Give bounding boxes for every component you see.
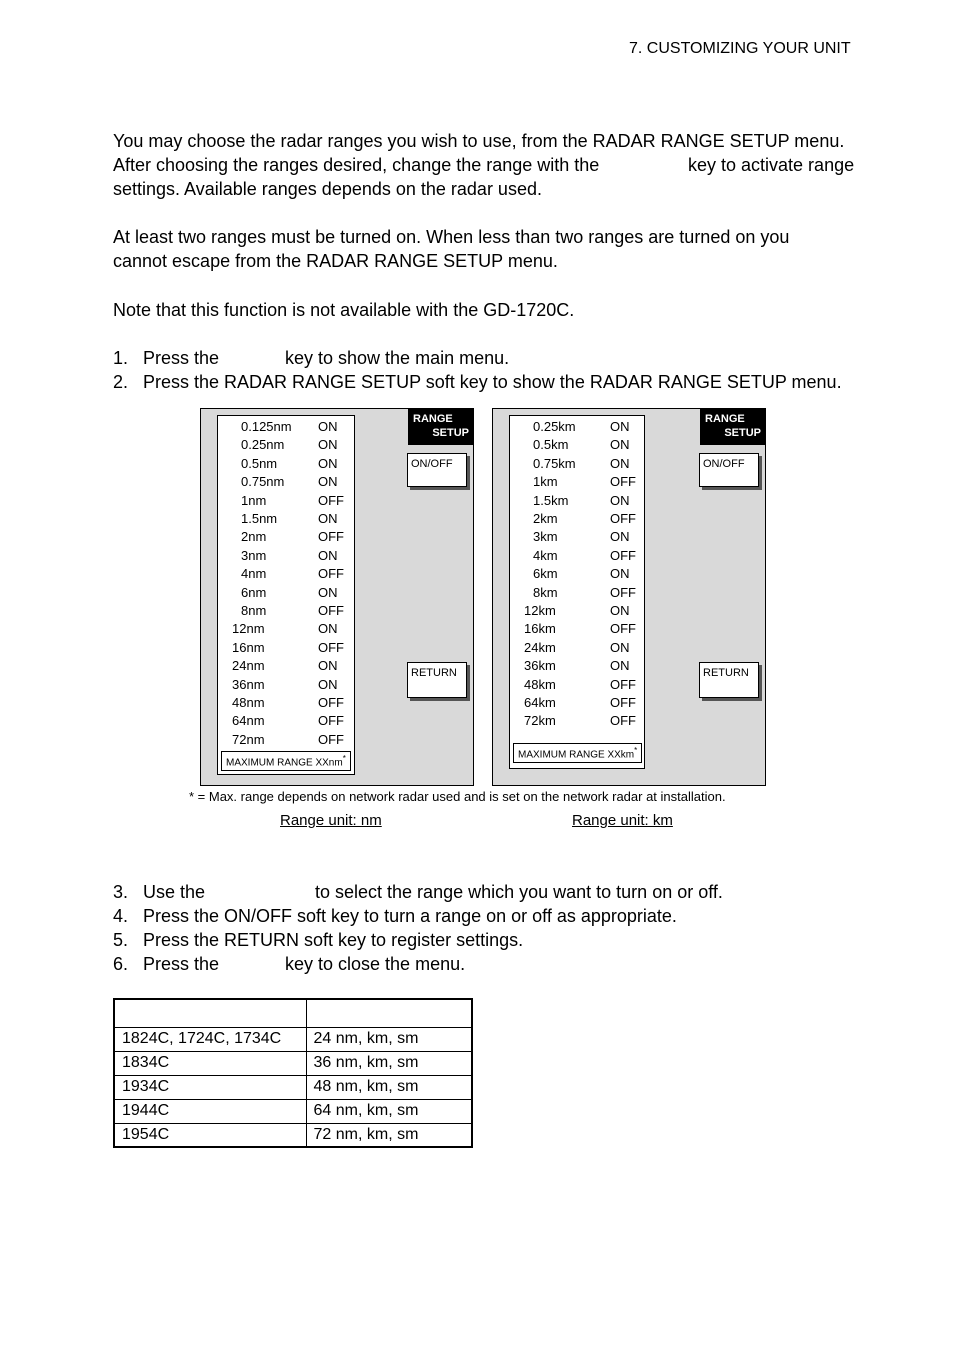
range-state: ON — [610, 419, 630, 434]
on-off-soft-key[interactable]: ON/OFF — [407, 453, 467, 487]
step-item — [113, 952, 873, 976]
table-cell: 72 nm, km, sm — [306, 1123, 472, 1147]
radar-range-setup-screen-nm — [200, 408, 474, 786]
step-item — [113, 928, 873, 952]
range-value: 48nm — [232, 695, 265, 710]
range-state: ON — [318, 621, 338, 637]
steps-list — [113, 880, 873, 976]
table-cell: 1944C — [114, 1099, 306, 1123]
range-state: OFF — [610, 621, 636, 637]
range-state: OFF — [318, 492, 344, 508]
table-cell: 1934C — [114, 1075, 306, 1099]
intro-line-part: After choosing the ranges desired, change the range with the — [113, 155, 600, 175]
range-value: 6nm — [241, 584, 267, 600]
step-item — [113, 880, 873, 904]
table-cell: 1954C — [114, 1123, 306, 1147]
range-list-item[interactable] — [510, 566, 644, 584]
intro-paragraph-1 — [113, 129, 893, 201]
step-item — [113, 370, 873, 394]
radar-range-setup-screen-km — [492, 408, 766, 786]
table-cell: 48 nm, km, sm — [306, 1075, 472, 1099]
range-list-item[interactable] — [218, 713, 354, 731]
range-value: 64km — [524, 695, 556, 710]
range-list-item[interactable] — [218, 474, 354, 492]
range-value: 36nm — [232, 676, 265, 692]
range-list-item[interactable] — [510, 419, 644, 437]
range-list-item[interactable] — [510, 437, 644, 455]
range-state: ON — [318, 455, 338, 471]
range-value: 0.75km — [533, 455, 576, 471]
steps-list — [113, 346, 873, 394]
range-list-item[interactable] — [218, 548, 354, 566]
table-row — [114, 1027, 472, 1051]
step-text: Press the RADAR RANGE SETUP soft key to show the RADAR RANGE SETUP menu. — [143, 372, 842, 392]
title-line: RANGE — [413, 413, 453, 425]
range-list-item[interactable] — [510, 493, 644, 511]
range-list-item[interactable] — [218, 566, 354, 584]
step-number: 3. — [113, 882, 129, 902]
range-value: 0.25nm — [241, 437, 285, 453]
range-list-item[interactable] — [510, 456, 644, 474]
footnote: * = Max. range depends on network radar used and is set on the network radar at installation. — [189, 789, 726, 804]
range-list-item[interactable] — [510, 658, 644, 676]
range-list-item[interactable] — [510, 621, 644, 639]
range-value: 12km — [524, 603, 556, 618]
step-number: 6. — [113, 954, 129, 974]
range-state: OFF — [610, 713, 636, 729]
step-text: Press the RETURN soft key to register settings. — [143, 930, 524, 950]
range-value: 1.5km — [533, 492, 569, 508]
max-range-table — [113, 998, 473, 1148]
range-value: 1nm — [241, 492, 267, 508]
range-state: OFF — [610, 474, 636, 490]
range-state: OFF — [318, 566, 344, 582]
range-state: ON — [318, 437, 338, 453]
range-state: ON — [610, 566, 630, 582]
range-value: 0.5km — [533, 437, 569, 453]
range-list-item[interactable] — [218, 437, 354, 455]
range-state: ON — [610, 639, 630, 655]
step-text: Press the ON/OFF soft key to turn a range on or off as appropriate. — [143, 906, 677, 926]
maximum-range-label: MAXIMUM RANGE XXnm — [226, 757, 343, 769]
step-text: Press the — [143, 348, 220, 368]
range-value: 72km — [524, 713, 556, 729]
range-value: 0.25km — [533, 419, 576, 434]
range-list — [509, 415, 645, 769]
range-unit-nm-caption: Range unit: nm — [280, 812, 382, 829]
footnote-marker: * — [634, 746, 638, 755]
range-state: ON — [318, 547, 338, 563]
range-list-item[interactable] — [510, 529, 644, 547]
range-value: 4km — [533, 547, 558, 563]
table-cell: 36 nm, km, sm — [306, 1051, 472, 1075]
step-text: to select the range which you want to turn on or off. — [315, 882, 723, 902]
range-list-item[interactable] — [510, 585, 644, 603]
range-value: 1.5nm — [241, 511, 278, 526]
table-cell: 1834C — [114, 1051, 306, 1075]
range-value: 2km — [533, 511, 558, 526]
range-value: 3km — [533, 529, 558, 545]
step-number: 5. — [113, 930, 129, 950]
range-list-item[interactable] — [510, 640, 644, 658]
maximum-range-box — [513, 743, 642, 763]
title-line: SETUP — [724, 427, 761, 439]
range-value: 0.75nm — [241, 474, 285, 490]
range-value: 24km — [524, 639, 556, 655]
range-value: 12nm — [232, 621, 265, 637]
range-value: 36km — [524, 658, 556, 674]
range-list-item[interactable] — [510, 713, 644, 731]
range-list-item[interactable] — [218, 419, 354, 437]
range-value: 1km — [533, 474, 558, 490]
range-value: 2nm — [241, 529, 267, 545]
table-header-row — [114, 999, 472, 1027]
range-list-item[interactable] — [218, 732, 354, 750]
range-state: OFF — [318, 713, 344, 729]
intro-paragraph-2 — [113, 225, 893, 273]
range-state: ON — [610, 437, 630, 453]
step-text: key to close the menu. — [285, 954, 466, 974]
step-item — [113, 904, 873, 928]
range-list-item[interactable] — [218, 621, 354, 639]
range-value: 16km — [524, 621, 556, 637]
table-cell: 64 nm, km, sm — [306, 1099, 472, 1123]
range-list-item[interactable] — [218, 640, 354, 658]
range-state: ON — [318, 474, 338, 490]
range-state: ON — [318, 658, 338, 674]
range-value: 4nm — [241, 566, 267, 582]
table-row — [114, 1051, 472, 1075]
intro-line: settings. Available ranges depends on the radar used. — [113, 179, 542, 199]
range-value: 24nm — [232, 658, 265, 674]
range-state: OFF — [318, 695, 344, 710]
footnote-marker: * — [342, 754, 346, 763]
range-state: ON — [610, 492, 630, 508]
range-setup-title — [700, 409, 766, 445]
range-list-item[interactable] — [510, 603, 644, 621]
on-off-soft-key[interactable]: ON/OFF — [699, 453, 759, 487]
range-state: ON — [318, 511, 338, 526]
range-list-item[interactable] — [510, 695, 644, 713]
range-state: OFF — [610, 584, 636, 600]
range-list-item[interactable] — [218, 493, 354, 511]
range-state: OFF — [610, 695, 636, 710]
range-list-item[interactable] — [218, 695, 354, 713]
range-list-item[interactable] — [510, 511, 644, 529]
step-number: 2. — [113, 372, 129, 392]
step-text: Press the — [143, 954, 220, 974]
table-header-cell — [306, 999, 472, 1027]
maximum-range-box — [221, 751, 351, 771]
range-list-item[interactable] — [510, 677, 644, 695]
table-row — [114, 1123, 472, 1147]
range-value: 16nm — [232, 639, 265, 655]
range-value: 8nm — [241, 603, 267, 618]
range-state: ON — [610, 603, 630, 618]
range-state: OFF — [318, 639, 344, 655]
range-value: 48km — [524, 676, 556, 692]
intro-line-part: key to activate range — [688, 155, 855, 175]
range-value: 3nm — [241, 547, 267, 563]
range-state: OFF — [610, 511, 636, 526]
step-text: Use the — [143, 882, 206, 902]
range-value: 64nm — [232, 713, 265, 729]
range-setup-title — [408, 409, 474, 445]
range-state: OFF — [318, 529, 344, 545]
range-state: ON — [610, 455, 630, 471]
range-value: 0.125nm — [241, 419, 292, 434]
range-state: OFF — [610, 547, 636, 563]
return-soft-key[interactable]: RETURN — [699, 662, 759, 698]
range-list — [217, 415, 355, 775]
range-list-item[interactable] — [218, 603, 354, 621]
step-item — [113, 346, 873, 370]
table-row — [114, 1075, 472, 1099]
step-number: 4. — [113, 906, 129, 926]
range-state: ON — [318, 584, 338, 600]
intro-paragraph-3: Note that this function is not available with the GD-1720C. — [113, 300, 575, 320]
range-unit-km-caption: Range unit: km — [572, 812, 673, 829]
table-header-cell — [114, 999, 306, 1027]
range-state: ON — [318, 419, 338, 434]
range-list-item[interactable] — [218, 658, 354, 676]
title-line: SETUP — [432, 427, 469, 439]
range-state: ON — [610, 658, 630, 674]
range-state: ON — [318, 676, 338, 692]
range-value: 8km — [533, 584, 558, 600]
maximum-range-label: MAXIMUM RANGE XXkm — [518, 749, 635, 761]
range-list-item[interactable] — [218, 511, 354, 529]
table-row — [114, 1099, 472, 1123]
range-state: OFF — [318, 731, 344, 747]
table-cell: 24 nm, km, sm — [306, 1027, 472, 1051]
range-list-item[interactable] — [510, 474, 644, 492]
step-text: key to show the main menu. — [285, 348, 510, 368]
range-state: OFF — [318, 603, 344, 618]
range-state: OFF — [610, 676, 636, 692]
table-cell: 1824C, 1724C, 1734C — [114, 1027, 306, 1051]
range-value: 6km — [533, 566, 558, 582]
intro-line — [113, 153, 893, 177]
range-list-item[interactable] — [510, 548, 644, 566]
range-value: 72nm — [232, 731, 265, 747]
range-list-item[interactable] — [218, 585, 354, 603]
step-number: 1. — [113, 348, 129, 368]
range-list-item[interactable] — [218, 529, 354, 547]
range-list-item[interactable] — [218, 456, 354, 474]
range-value: 0.5nm — [241, 455, 278, 471]
range-state: ON — [610, 529, 630, 545]
chapter-header: 7. CUSTOMIZING YOUR UNIT — [629, 40, 851, 57]
return-soft-key[interactable]: RETURN — [407, 662, 467, 698]
intro-line: cannot escape from the RADAR RANGE SETUP menu. — [113, 251, 558, 271]
intro-line: You may choose the radar ranges you wish to use, from the RADAR RANGE SETUP menu. — [113, 131, 845, 151]
intro-line: At least two ranges must be turned on. When less than two ranges are turned on you — [113, 227, 790, 247]
range-list-item[interactable] — [218, 677, 354, 695]
title-line: RANGE — [705, 413, 745, 425]
